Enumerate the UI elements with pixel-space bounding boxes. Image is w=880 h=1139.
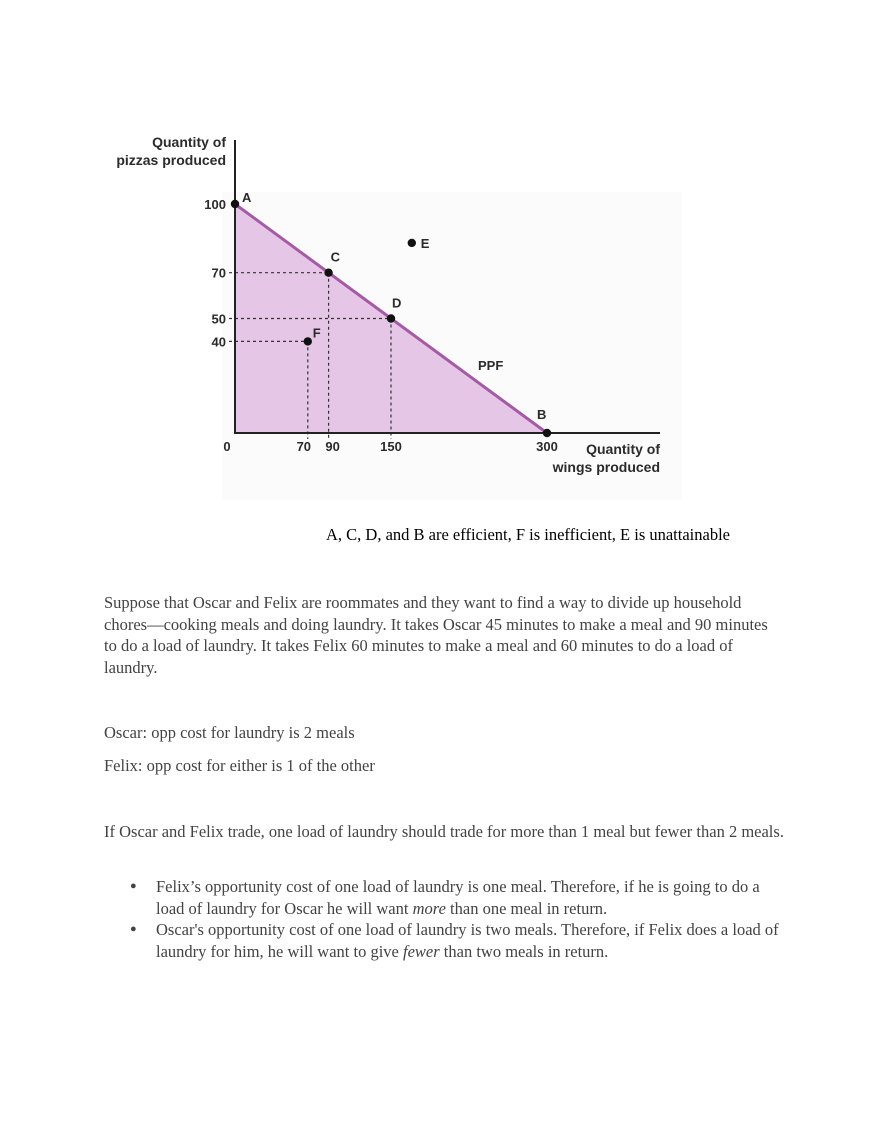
point-label-F: F xyxy=(312,325,321,341)
oscar-opportunity-cost: Oscar: opp cost for laundry is 2 meals xyxy=(104,723,355,742)
x-axis-label-line-2: wings produced xyxy=(552,459,660,475)
point-A xyxy=(231,200,239,208)
bullet-text: than two meals in return. xyxy=(439,941,609,961)
chart-caption: A, C, D, and B are efficient, F is inefficient, E is unattainable xyxy=(326,525,730,544)
point-label-E: E xyxy=(420,235,430,251)
bullet-text: Oscar's opportunity cost of one load of laundry is two meals. Therefore, if Felix does a load of laundry for him, he will want to give xyxy=(156,920,779,961)
x-tick-label: 150 xyxy=(380,439,402,454)
x-tick-label: 90 xyxy=(325,439,340,454)
y-tick-label: 70 xyxy=(211,265,226,281)
emphasis-more: more xyxy=(412,898,446,918)
ppf-chart xyxy=(100,120,690,510)
bullet-text: than one meal in return. xyxy=(445,898,608,918)
point-F xyxy=(304,337,312,345)
explanation-list xyxy=(104,876,784,962)
point-C xyxy=(324,269,332,277)
y-tick-label: 40 xyxy=(211,334,226,350)
bullet-text: Felix’s opportunity cost of one load of laundry is one meal. Therefore, if he is going to do a load of laundry for Oscar he will want xyxy=(156,877,760,918)
point-B xyxy=(543,429,551,437)
list-item-oscar xyxy=(104,919,784,962)
point-label-D: D xyxy=(392,295,402,311)
y-axis-label-line-2: pizzas produced xyxy=(116,152,226,168)
y-tick-label: 50 xyxy=(211,311,226,327)
emphasis-fewer: fewer xyxy=(403,941,440,961)
scenario-paragraph: Suppose that Oscar and Felix are roommates and they want to find a way to divide up household chores—cooking meals and doing laundry. It takes Oscar 45 minutes to make a meal and 90 minutes to do a load of laundry. It takes Felix 60 minutes to make a meal and 60 minutes to do a load of laundry. xyxy=(104,593,768,677)
origin-label: 0 xyxy=(223,439,231,454)
y-axis-label-line-1: Quantity of xyxy=(152,134,226,150)
felix-opportunity-cost: Felix: opp cost for either is 1 of the other xyxy=(104,756,375,775)
point-E xyxy=(408,239,416,247)
point-label-C: C xyxy=(330,249,340,265)
x-tick-label: 70 xyxy=(296,439,312,454)
x-axis-label-line-1: Quantity of xyxy=(586,441,660,457)
ppf-curve-label: PPF xyxy=(478,358,504,373)
point-label-A: A xyxy=(242,190,252,205)
list-item-felix xyxy=(104,876,784,919)
x-tick-label: 300 xyxy=(536,439,558,454)
trade-paragraph: If Oscar and Felix trade, one load of laundry should trade for more than 1 meal but fewer than 2 meals. xyxy=(104,822,784,841)
point-label-B: B xyxy=(537,407,547,422)
y-tick-label: 100 xyxy=(204,197,226,212)
point-D xyxy=(387,314,395,322)
